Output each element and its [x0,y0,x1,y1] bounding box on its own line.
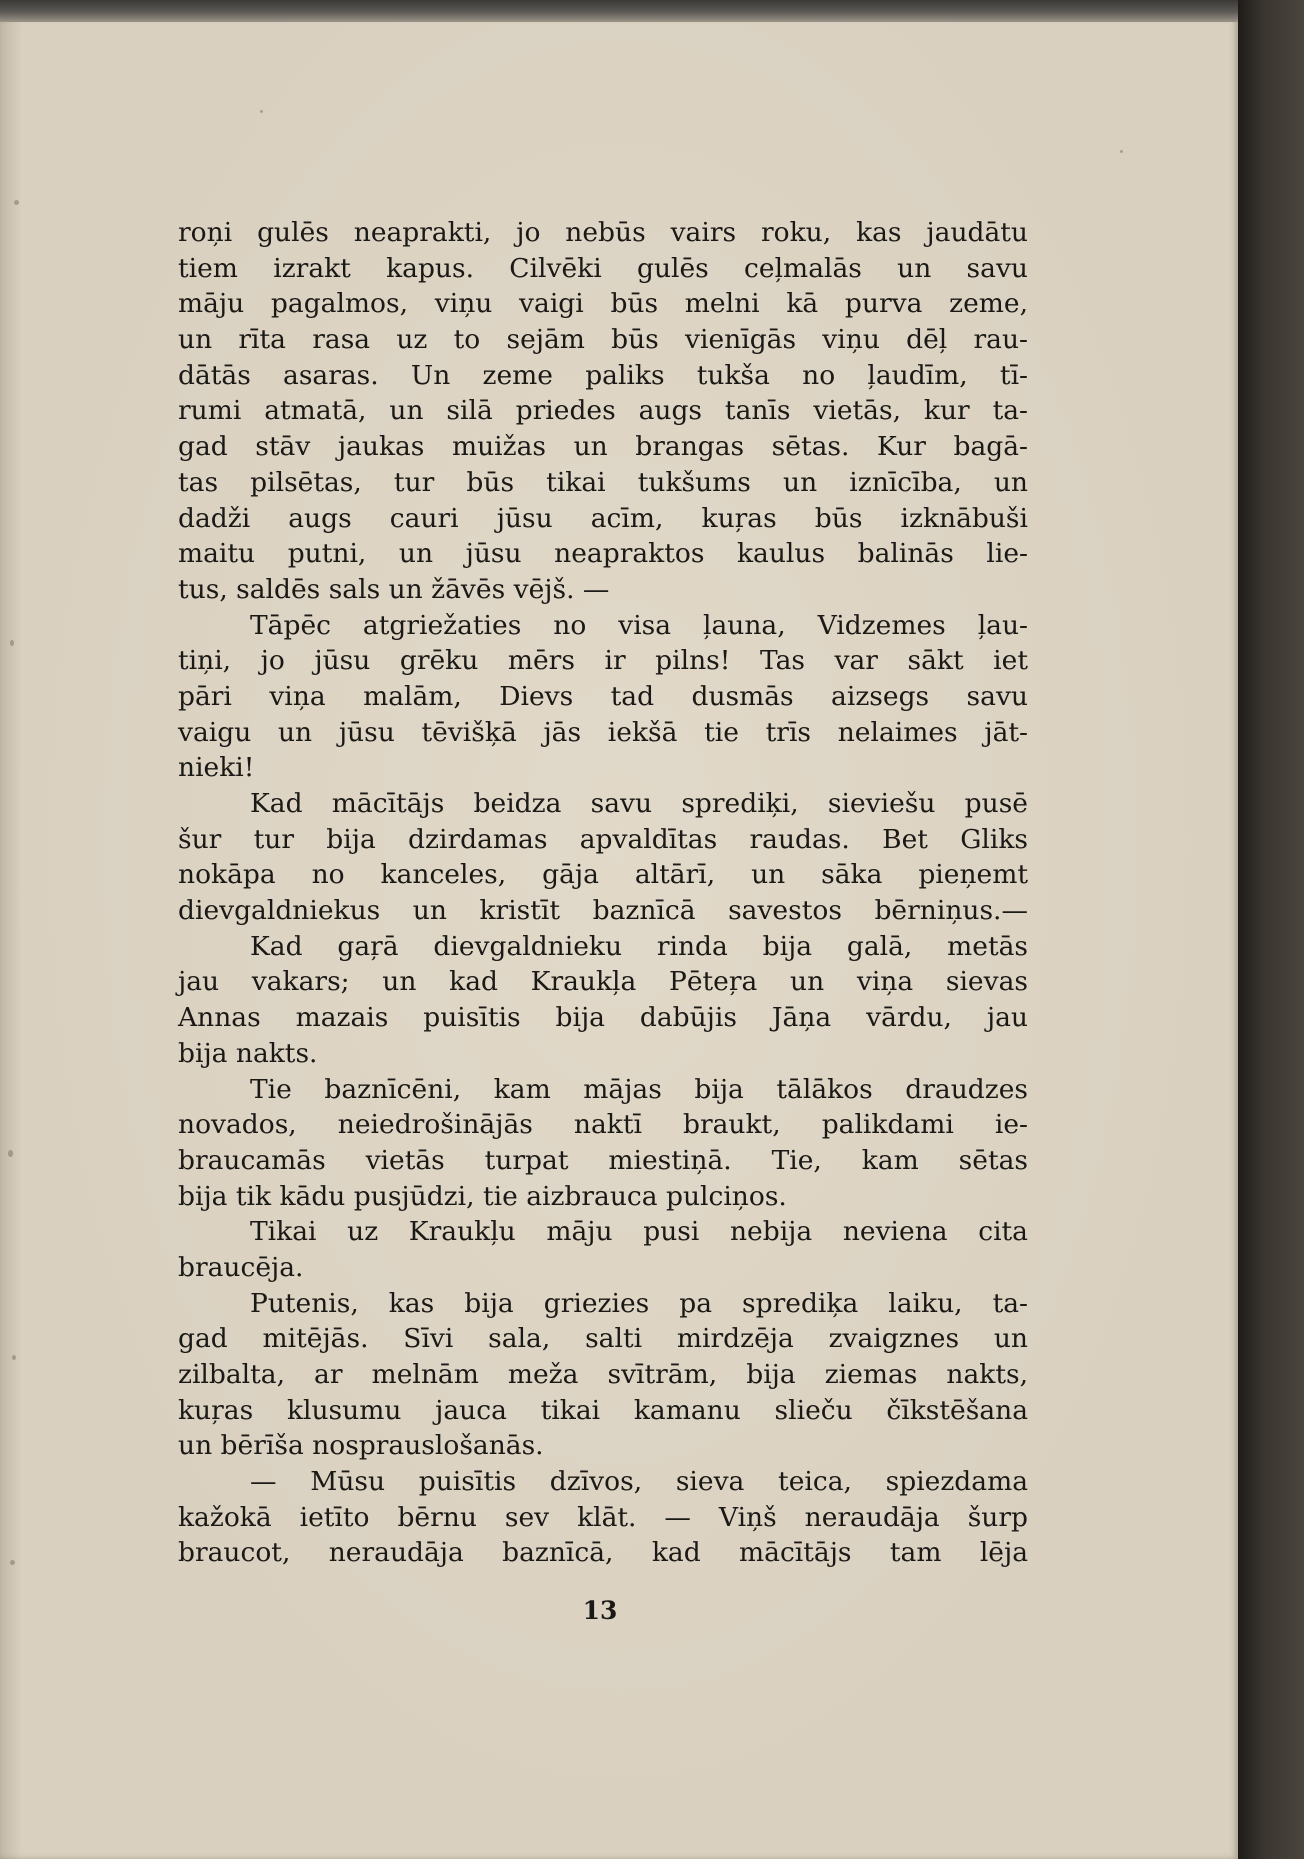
text-line: kuŗas klusumu jauca tikai kamanu slieču čīkstēšana [178,1394,1028,1426]
text-line: braucēja. [178,1251,304,1283]
body-text [178,215,1028,1571]
paper-speck [10,640,14,646]
text-line: nokāpa no kanceles, gāja altārī, un sāka pieņemt [178,859,1028,891]
text-line: gad mitējās. Sīvi sala, salti mirdzēja zvaigznes un [178,1323,1028,1355]
text-line: dātās asaras. Un zeme paliks tukša no ļaudīm, tī- [178,359,1028,391]
text-line: nieki! [178,752,255,784]
paper-speck [12,1355,16,1360]
text-line: dadži augs cauri jūsu acīm, kuŗas būs izknābuši [178,502,1028,534]
text-line: bija tik kādu pusjūdzi, tie aizbrauca pulciņos. [178,1180,787,1212]
text-line: un bērīša nosprauslošanās. [178,1430,544,1462]
text-line: jau vakars; un kad Kraukļa Pēteŗa un viņa sievas [178,966,1028,998]
paper-speck [1120,150,1123,153]
page-right-edge [1238,0,1304,1859]
text-line: un rīta rasa uz to sejām būs vienīgās viņu dēļ rau- [178,324,1028,356]
text-line: gad stāv jaukas muižas un brangas sētas. Kur bagā- [178,431,1028,463]
text-line: Tikai uz Kraukļu māju pusi nebija neviena cita [250,1216,1028,1248]
paper-speck [8,1150,13,1157]
text-line: māju pagalmos, viņu vaigi būs melni kā purva zeme, [178,288,1028,320]
paper-speck [14,200,19,205]
text-line: — Mūsu puisītis dzīvos, sieva teica, spiezdama [250,1466,1028,1498]
text-line: tas pilsētas, tur būs tikai tukšums un iznīcība, un [178,466,1028,498]
text-line: maitu putni, un jūsu neapraktos kaulus balinās lie- [178,538,1028,570]
text-line: braucamās vietās turpat miestiņā. Tie, kam sētas [178,1144,1028,1176]
text-line: roņi gulēs neaprakti, jo nebūs vairs roku, kas jaudātu [178,217,1028,248]
text-line: šur tur bija dzirdamas apvaldītas raudas. Bet Gliks [178,823,1028,855]
text-line: novados, neiedrošinājās naktī braukt, palikdami ie- [178,1109,1028,1141]
text-line: zilbalta, ar melnām meža svītrām, bija ziemas nakts, [178,1359,1028,1390]
paper-speck [10,1560,15,1565]
text-line: dievgaldniekus un kristīt baznīcā savestos bērniņus.— [178,895,1028,927]
page-number: 13 [582,1596,618,1625]
text-line: Putenis, kas bija griezies pa sprediķa laiku, ta- [250,1287,1028,1319]
text-line: rumi atmatā, un silā priedes augs tanīs vietās, kur ta- [178,395,1028,427]
text-line: vaigu un jūsu tēvišķā jās iekšā tie trīs nelaimes jāt- [178,716,1028,748]
text-line: Kad mācītājs beidza savu sprediķi, sieviešu pusē [250,788,1028,819]
text-line: braucot, neraudāja baznīcā, kad mācītājs tam lēja [178,1537,1028,1569]
page-top-edge [0,0,1304,22]
text-line: pāri viņa malām, Dievs tad dusmās aizsegs savu [178,680,1028,712]
text-line: tiem izrakt kapus. Cilvēki gulēs ceļmalās un savu [178,252,1028,284]
text-line: Tāpēc atgriežaties no visa ļauna, Vidzemes ļau- [250,609,1028,641]
text-line: bija nakts. [178,1037,318,1069]
text-line: kažokā ietīto bērnu sev klāt. — Viņš neraudāja šurp [178,1501,1028,1533]
text-line: Tie baznīcēni, kam mājas bija tālākos draudzes [250,1073,1028,1105]
text-line: Kad gaŗā dievgaldnieku rinda bija galā, metās [250,930,1028,962]
text-line: tiņi, jo jūsu grēku mērs ir pilns! Tas var sākt iet [178,645,1028,677]
text-line: Annas mazais puisītis bija dabūjis Jāņa vārdu, jau [178,1002,1028,1034]
text-line: tus, saldēs sals un žāvēs vējš. — [178,573,610,605]
paper-speck [260,110,263,113]
